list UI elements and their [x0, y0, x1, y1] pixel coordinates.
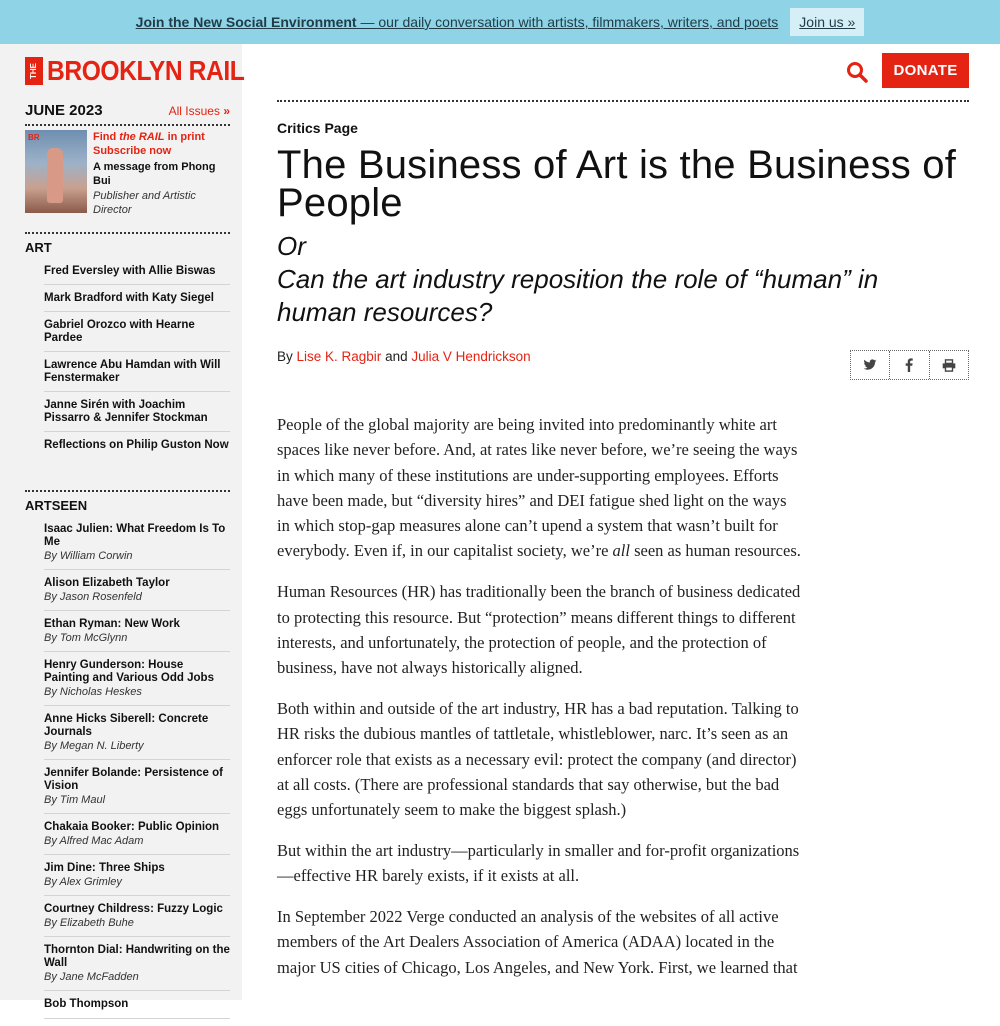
paragraph-emphasis: all — [612, 541, 630, 561]
divider — [25, 490, 230, 492]
cover-artwork — [47, 148, 63, 203]
list-item-title[interactable]: Ethan Ryman: New Work — [44, 618, 180, 630]
issue-row — [25, 102, 230, 119]
cover-links — [93, 130, 230, 217]
list-item-title[interactable]: Chakaia Booker: Public Opinion — [44, 821, 220, 833]
list-item-title[interactable]: Bob Thompson — [44, 998, 129, 1010]
list-item-title[interactable]: Lawrence Abu Hamdan with Will Fenstermaker — [44, 359, 221, 384]
list-item[interactable] — [44, 767, 230, 814]
logo-prefix: THE — [25, 57, 43, 85]
facebook-icon — [905, 358, 913, 372]
twitter-share-button[interactable] — [851, 351, 890, 379]
facebook-share-button[interactable] — [890, 351, 929, 379]
section-kicker[interactable]: Critics Page — [277, 120, 358, 136]
share-bar — [850, 350, 969, 380]
list-item-title[interactable]: Mark Bradford with Katy Siegel — [44, 292, 214, 304]
byline-prefix: By — [277, 349, 297, 364]
paragraph: In September 2022 Verge conducted an analysis of the websites of all active members of the Art Dealers Association of America (ADAA) located in the major US cities of Chicago, Los Angeles, and New York. First, we learned that — [277, 907, 798, 977]
list-item[interactable] — [44, 577, 230, 611]
divider — [25, 232, 230, 234]
search-icon[interactable] — [845, 60, 869, 84]
paragraph: Human Resources (HR) has traditionally been the branch of business dedicated to protecting this resource. But “protection” means different things to different interests, and unfortunately, the protection of people, and the protection of business, have not always historically aligned. — [277, 582, 801, 678]
list-item-byline: By Megan N. Liberty — [44, 740, 144, 752]
list-item-title[interactable]: Fred Eversley with Allie Biswas — [44, 265, 216, 277]
list-item-title[interactable]: Courtney Childress: Fuzzy Logic — [44, 903, 223, 915]
list-item-byline: By William Corwin — [44, 550, 133, 562]
top-banner — [0, 0, 1000, 44]
list-item[interactable] — [44, 439, 230, 458]
list-item-byline: By Tim Maul — [44, 794, 106, 806]
issue-cover-image[interactable] — [25, 130, 87, 213]
subtitle-line: Can the art industry reposition the role of “human” in human resources? — [277, 264, 879, 327]
find-post[interactable]: in print — [164, 131, 205, 143]
all-issues-label[interactable]: All Issues — [168, 104, 220, 118]
publisher-message-link[interactable]: A message from Phong Bui — [93, 161, 216, 187]
art-list — [44, 265, 230, 465]
cover-logo: BR — [28, 133, 40, 142]
print-button[interactable] — [930, 351, 968, 379]
issue-title[interactable]: JUNE 2023 — [25, 102, 103, 119]
paragraph-text: seen as human resources. — [629, 541, 801, 561]
article-body — [277, 412, 802, 995]
list-item-title[interactable]: Jennifer Bolande: Persistence of Vision — [44, 767, 223, 792]
author-link[interactable]: Lise K. Ragbir — [296, 349, 382, 364]
banner-lead-text[interactable]: — our daily conversation with artists, filmmakers, writers, and poets — [356, 14, 779, 30]
list-item-title[interactable]: Thornton Dial: Handwriting on the Wall — [44, 944, 230, 969]
list-item[interactable] — [44, 265, 230, 285]
list-item[interactable] — [44, 399, 230, 432]
sidebar — [0, 44, 245, 1010]
list-item-byline: By Jason Rosenfeld — [44, 591, 142, 603]
publisher-role: Publisher and Artistic Director — [93, 190, 196, 216]
paragraph: But within the art industry—particularly in smaller and for-profit organizations—effective HR barely exists, if it exists at all. — [277, 840, 800, 886]
list-item-title[interactable]: Gabriel Orozco with Hearne Pardee — [44, 319, 195, 344]
list-item-byline: By Elizabeth Buhe — [44, 917, 134, 929]
subtitle-line: Or — [277, 231, 306, 261]
list-item[interactable] — [44, 862, 230, 896]
list-item[interactable] — [44, 292, 230, 312]
list-item-title[interactable]: Alison Elizabeth Taylor — [44, 577, 170, 589]
paragraph: Both within and outside of the art industry, HR has a bad reputation. Talking to HR risks the dubious mantles of tattletale, whistleblower, narc. It’s seen as an enforcer role that exists as a necessary evil: protect the company (and director) at all costs. (There are professional standards that say otherwise, but the bad eggs unfortunately seem to make the biggest splash.) — [277, 698, 799, 820]
subscribe-link[interactable]: Subscribe now — [93, 145, 172, 157]
article-subtitle — [277, 230, 937, 329]
list-item[interactable] — [44, 359, 230, 392]
list-item-title[interactable]: Isaac Julien: What Freedom Is To Me — [44, 523, 226, 548]
list-item-title[interactable]: Janne Sirén with Joachim Pissarro & Jennifer Stockman — [44, 399, 208, 424]
print-icon — [942, 359, 956, 372]
list-item[interactable] — [44, 618, 230, 652]
paragraph-text: People of the global majority are being invited into predominantly white art spaces like never before. And, at rates like never before, we’re seeing the ways in which many of these institutions are under-supporting employees. Efforts have been made, but “diversity hires” and DEI fatigue shed light on the ways in which stop-gap measures alone can’t upend a system that wasn’t built for everybody. Even if, in our capitalist society, we’re — [277, 415, 798, 561]
find-in-print-link[interactable] — [93, 130, 230, 144]
double-chevron-right-icon: » — [223, 104, 230, 118]
artseen-list — [44, 523, 230, 1026]
twitter-icon — [863, 359, 877, 371]
list-item[interactable] — [44, 659, 230, 706]
list-item[interactable] — [44, 998, 230, 1019]
list-item-title[interactable]: Anne Hicks Siberell: Concrete Journals — [44, 713, 209, 738]
author-link[interactable]: Julia V Hendrickson — [411, 349, 531, 364]
join-button[interactable]: Join us » — [790, 8, 864, 36]
article-title: The Business of Art is the Business of People — [277, 143, 957, 225]
list-item[interactable] — [44, 944, 230, 991]
banner-link[interactable] — [136, 14, 779, 30]
all-issues-link[interactable] — [169, 104, 230, 118]
logo-text: BROOKLYN RAIL — [47, 55, 245, 86]
list-item[interactable] — [44, 821, 230, 855]
list-item[interactable] — [44, 523, 230, 570]
find-em[interactable]: the RAIL — [119, 131, 165, 143]
list-item-title[interactable]: Henry Gunderson: House Painting and Various Odd Jobs — [44, 659, 214, 684]
brooklyn-rail-logo[interactable] — [25, 55, 245, 86]
list-item-title[interactable]: Reflections on Philip Guston Now — [44, 439, 229, 451]
divider — [25, 124, 230, 126]
banner-lead-bold[interactable]: Join the New Social Environment — [135, 14, 357, 30]
byline — [277, 349, 531, 364]
list-item[interactable] — [44, 713, 230, 760]
byline-and: and — [381, 349, 412, 364]
list-item-byline: By Nicholas Heskes — [44, 686, 142, 698]
list-item-byline: By Tom McGlynn — [44, 632, 128, 644]
list-item-byline: By Jane McFadden — [44, 971, 139, 983]
list-item-title[interactable]: Jim Dine: Three Ships — [44, 862, 165, 874]
list-item[interactable] — [44, 903, 230, 937]
list-item-byline: By Alfred Mac Adam — [44, 835, 144, 847]
donate-button[interactable]: DONATE — [882, 53, 969, 88]
section-title-artseen[interactable]: ARTSEEN — [25, 498, 88, 513]
section-title-art[interactable]: ART — [25, 240, 52, 255]
list-item[interactable] — [44, 319, 230, 352]
list-item-byline: By Alex Grimley — [44, 876, 122, 888]
paragraph — [277, 412, 802, 564]
find-pre[interactable]: Find — [93, 131, 120, 143]
header-divider — [277, 100, 969, 102]
